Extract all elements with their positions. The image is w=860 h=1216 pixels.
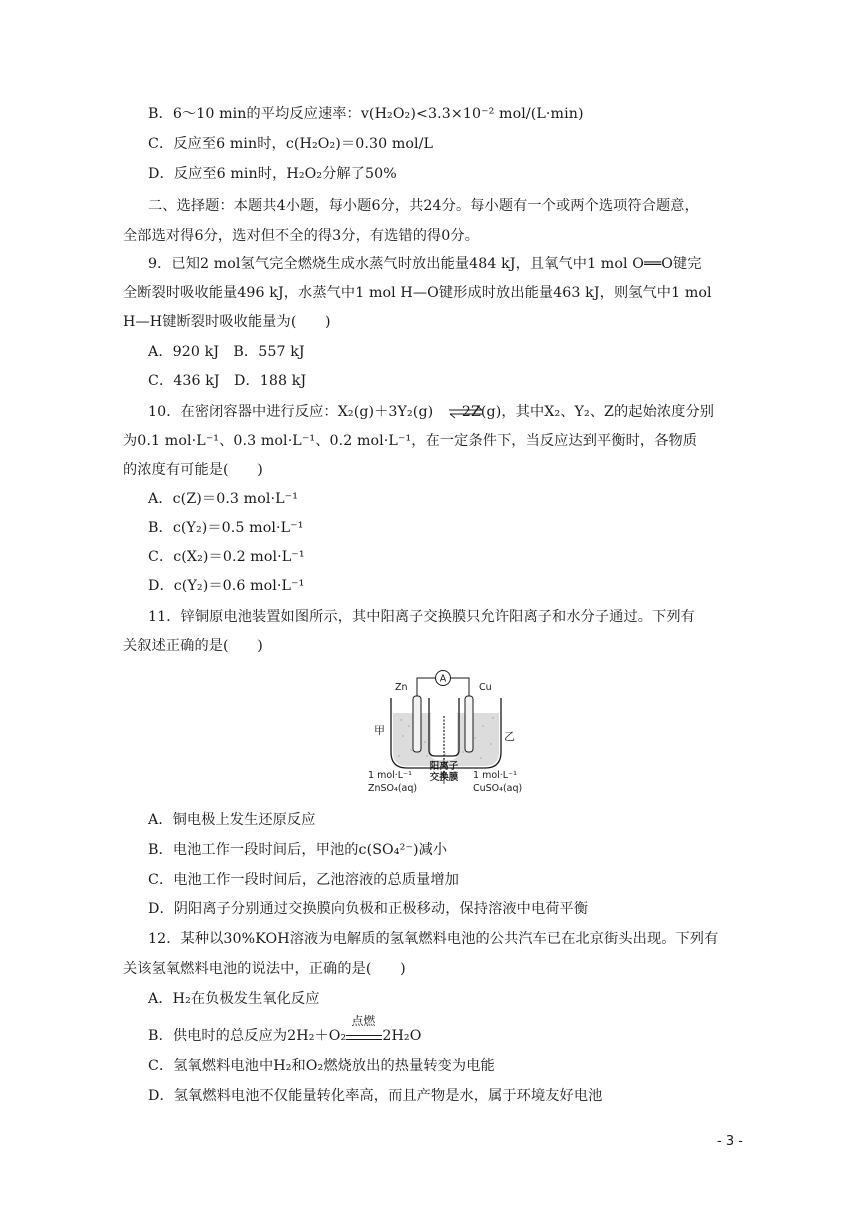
question-9-stem-2: 全断裂时吸收能量496 kJ，水蒸气中1 mol H—O键形成时放出能量463 kJ，则氢气中1 mol: [123, 285, 712, 301]
zn-label: Zn: [395, 682, 408, 693]
question-11-option-d: D．阴阳离子分别通过交换膜向负极和正极移动，保持溶液中电荷平衡: [148, 901, 589, 917]
zn-electrode: [413, 696, 421, 752]
question-12-stem-2: 关该氢氧燃料电池的说法中，正确的是( ): [123, 961, 406, 977]
jia-label: 甲: [374, 724, 385, 737]
question-9-stem-3: H—H键断裂时吸收能量为( ): [123, 314, 331, 330]
reversible-arrow: [447, 404, 485, 418]
question-11-option-b: B．电池工作一段时间后，甲池的c(SO₄²⁻)减小: [148, 842, 448, 858]
question-12-option-d: D．氢氧燃料电池不仅能量转化率高，而且产物是水，属于环境友好电池: [148, 1088, 603, 1104]
ignition-condition: 点燃: [351, 1014, 376, 1028]
left-concentration: 1 mol·L⁻¹: [368, 770, 412, 781]
double-bar: [346, 1035, 382, 1040]
question-10-stem: 10．在密闭容器中进行反应：X₂(g)＋3Y₂(g) 2Z(g)，其中X₂、Y₂、Z的起始浓度分别: [148, 404, 715, 420]
membrane-label-2: 交换膜: [429, 772, 459, 783]
question-11-stem-2: 关叙述正确的是( ): [123, 638, 263, 654]
option-8b: B．6～10 min的平均反应速率：v(H₂O₂)<3.3×10⁻² mol/(L·min): [148, 106, 584, 122]
option-b-product: 2H₂O: [382, 1028, 422, 1044]
question-11-option-a: A．铜电极上发生还原反应: [148, 812, 316, 828]
left-solution: ZnSO₄(aq): [368, 783, 418, 794]
question-10-stem-2: 为0.1 mol·L⁻¹、0.3 mol·L⁻¹、0.2 mol·L⁻¹，在一定条件下，当反应达到平衡时，各物质: [123, 433, 698, 449]
ammeter-label: A: [439, 673, 447, 685]
right-solution: CuSO₄(aq): [473, 783, 523, 794]
question-9-options-cd: C．436 kJ D．188 kJ: [148, 373, 307, 389]
question-12-option-a: A．H₂在负极发生氧化反应: [148, 991, 320, 1007]
question-11-stem: 11．锌铜原电池装置如图所示，其中阳离子交换膜只允许阳离子和水分子通过。下列有: [148, 609, 695, 625]
question-10-option-a: A．c(Z)＝0.3 mol·L⁻¹: [148, 491, 299, 507]
section2-heading: 二、选择题：本题共4小题，每小题6分，共24分。每小题有一个或两个选项符合题意，: [148, 198, 699, 214]
option-b-prefix: B．供电时的总反应为2H₂＋O₂: [148, 1028, 347, 1044]
option-8d: D．反应至6 min时，H₂O₂分解了50%: [148, 166, 397, 182]
cu-electrode: [465, 696, 473, 752]
galvanic-cell-figure: [365, 668, 525, 804]
question-9-stem: 9．已知2 mol氢气完全燃烧生成水蒸气时放出能量484 kJ，且氧气中1 mol O══O键完: [148, 256, 702, 272]
membrane-label-1: 阳离子: [429, 761, 459, 772]
yi-label: 乙: [504, 730, 515, 743]
cu-label: Cu: [479, 682, 492, 693]
question-10-option-d: D．c(Y₂)＝0.6 mol·L⁻¹: [148, 578, 305, 594]
question-9-options-ab: A．920 kJ B．557 kJ: [148, 344, 305, 360]
section2-heading-cont: 全部选对得6分，选对但不全的得3分，有选错的得0分。: [123, 228, 479, 244]
question-10-option-c: C．c(X₂)＝0.2 mol·L⁻¹: [148, 549, 305, 565]
option-8c: C．反应至6 min时，c(H₂O₂)＝0.30 mol/L: [148, 136, 434, 152]
question-12-stem: 12．某种以30%KOH溶液为电解质的氢氧燃料电池的公共汽车已在北京街头出现。下列有: [148, 931, 719, 947]
question-10-stem-3: 的浓度有可能是( ): [123, 462, 263, 478]
page-number: - 3 -: [717, 1134, 743, 1149]
question-10-option-b: B．c(Y₂)＝0.5 mol·L⁻¹: [148, 520, 304, 536]
right-concentration: 1 mol·L⁻¹: [473, 770, 517, 781]
question-12-option-c: C．氢氧燃料电池中H₂和O₂燃烧放出的热量转变为电能: [148, 1058, 495, 1074]
question-12-option-b: [148, 1014, 422, 1046]
question-11-option-c: C．电池工作一段时间后，乙池溶液的总质量增加: [148, 872, 459, 888]
ignition-equals: [346, 1014, 382, 1046]
